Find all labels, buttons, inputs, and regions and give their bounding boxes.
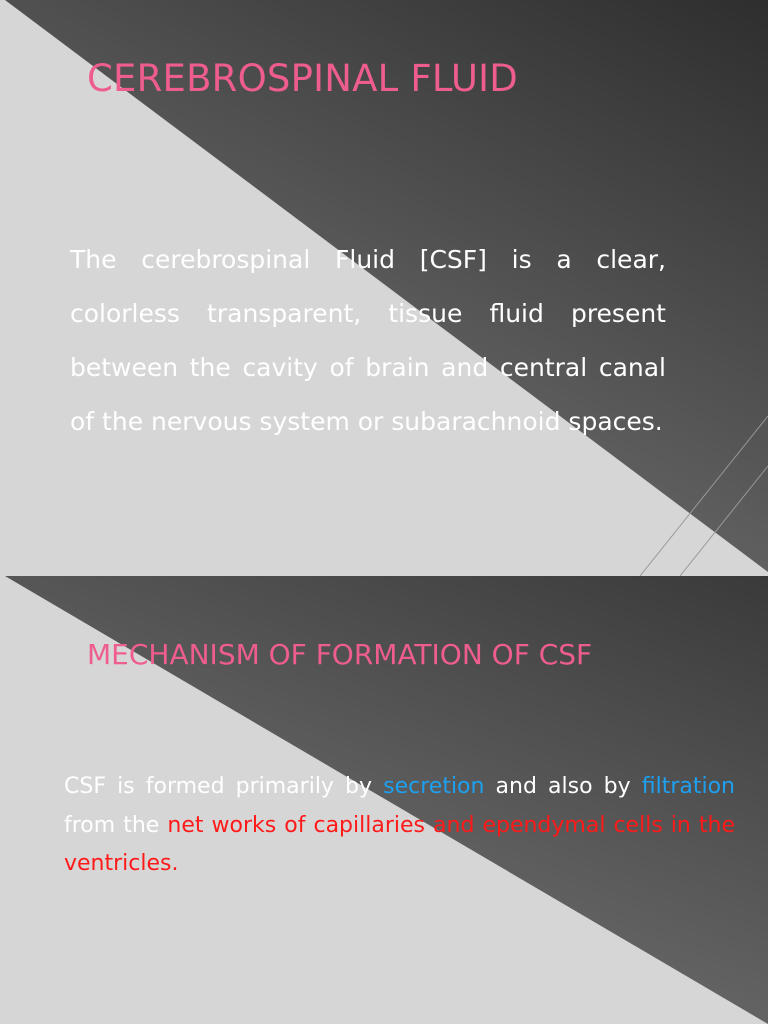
slide-body-text — [64, 768, 735, 884]
body-paragraph: The cerebrospinal Fluid [CSF] is a clear, colorless transparent, tissue fluid present between the cavity of brain and central canal of the nervous system or subarachnoid spaces. — [70, 245, 666, 436]
slide-2 — [0, 576, 768, 1024]
slide-title: MECHANISM OF FORMATION OF CSF — [87, 638, 593, 671]
body-text-part: from the — [64, 812, 168, 838]
highlight-filtration: filtration — [641, 774, 735, 799]
slide-body-text — [70, 233, 666, 449]
highlight-capillaries: net works of capillaries and ependymal cells in the ventricles. — [64, 812, 735, 876]
body-text-part: CSF is formed primarily by — [64, 774, 384, 799]
highlight-secretion: secretion — [383, 774, 485, 799]
body-text-part: and also by — [484, 774, 642, 799]
slide-title: CEREBROSPINAL FLUID — [87, 57, 518, 100]
